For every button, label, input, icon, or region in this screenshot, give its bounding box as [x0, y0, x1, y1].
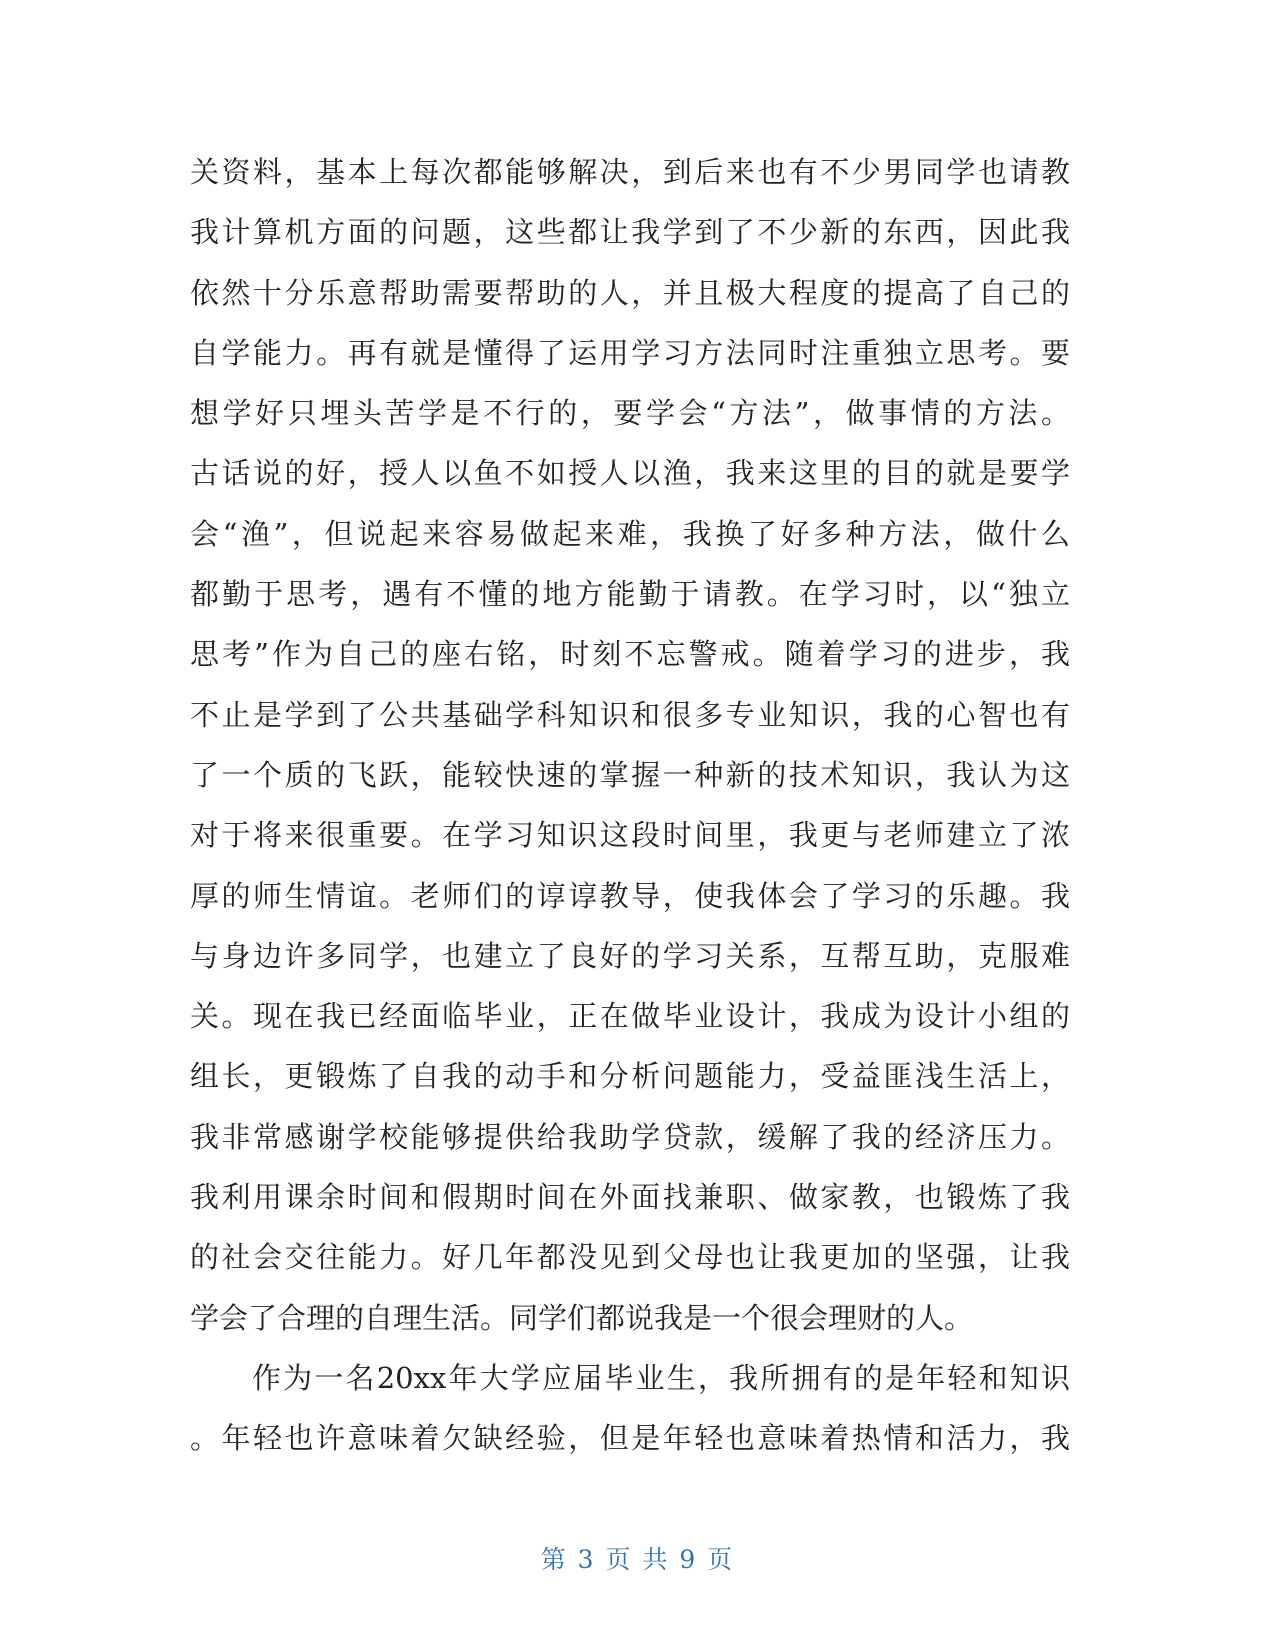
text-line: 。年轻也许意味着欠缺经验，但是年轻也意味着热情和活力，我 — [190, 1421, 1070, 1456]
text-line: 依然十分乐意帮助需要帮助的人，并且极大程度的提高了自己的 — [190, 275, 1070, 310]
text-line: 厚的师生情谊。老师们的谆谆教导，使我体会了学习的乐趣。我 — [190, 878, 1070, 913]
text-line: 组长，更锻炼了自我的动手和分析问题能力，受益匪浅生活上， — [190, 1059, 1070, 1094]
body-text — [190, 142, 1070, 1469]
text-line: 自学能力。再有就是懂得了运用学习方法同时注重独立思考。要 — [190, 335, 1070, 370]
text-line: 古话说的好，授人以鱼不如授人以渔，我来这里的目的就是要学 — [190, 456, 1070, 491]
text-line: 与身边许多同学，也建立了良好的学习关系，互帮互助，克服难 — [190, 938, 1070, 973]
text-line: 我非常感谢学校能够提供给我助学贷款，缓解了我的经济压力。 — [190, 1119, 1070, 1154]
text-line: 思考”作为自己的座右铭，时刻不忘警戒。随着学习的进步，我 — [190, 637, 1070, 672]
text-line: 会“渔”，但说起来容易做起来难，我换了好多种方法，做什么 — [190, 516, 1070, 551]
text-line: 我计算机方面的问题，这些都让我学到了不少新的东西，因此我 — [190, 215, 1070, 250]
text-line: 都勤于思考，遇有不懂的地方能勤于请教。在学习时，以“独立 — [190, 577, 1070, 612]
text-line: 了一个质的飞跃，能较快速的掌握一种新的技术知识，我认为这 — [190, 757, 1070, 792]
text-line: 学会了合理的自理生活。同学们都说我是一个很会理财的人。 — [190, 1300, 974, 1335]
page-number-footer: 第 3 页 共 9 页 — [540, 1545, 735, 1574]
text-line: 我利用课余时间和假期时间在外面找兼职、做家教，也锻炼了我 — [190, 1180, 1070, 1215]
text-line: 作为一名20xx年大学应届毕业生，我所拥有的是年轻和知识 — [252, 1360, 1070, 1395]
text-line: 想学好只埋头苦学是不行的，要学会“方法”，做事情的方法。 — [190, 396, 1070, 431]
text-line: 的社会交往能力。好几年都没见到父母也让我更加的坚强，让我 — [190, 1240, 1070, 1275]
text-line: 对于将来很重要。在学习知识这段时间里，我更与老师建立了浓 — [190, 818, 1070, 853]
text-line: 关资料，基本上每次都能够解决，到后来也有不少男同学也请教 — [190, 155, 1070, 189]
text-line: 不止是学到了公共基础学科知识和很多专业知识，我的心智也有 — [190, 697, 1070, 732]
text-line: 关。现在我已经面临毕业，正在做毕业设计，我成为设计小组的 — [190, 999, 1070, 1034]
